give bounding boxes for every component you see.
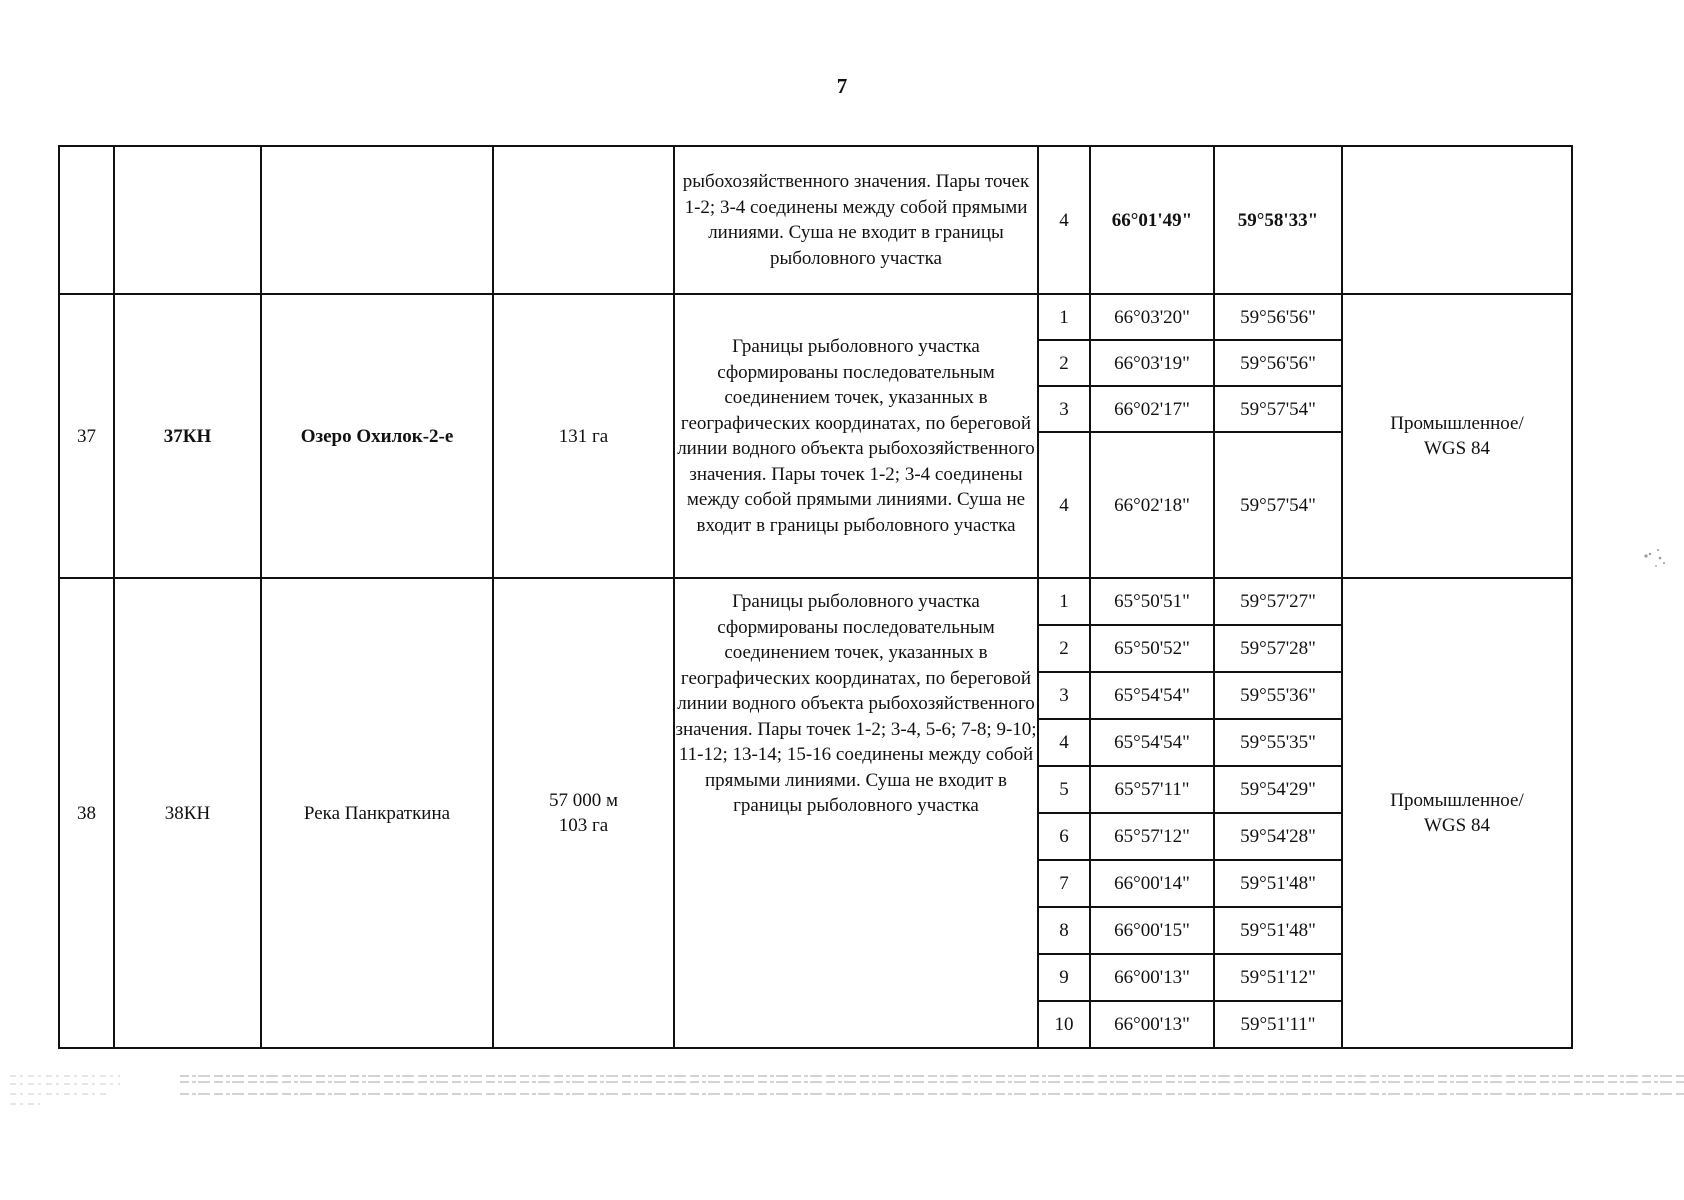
purpose-cell [1342,294,1572,578]
point-longitude: 59°55'36" [1214,672,1342,719]
description-cell: Границы рыболовного участка сформированы последовательным соединением точек, указанных в географических координатах, по береговой линии водного объекта рыбохозяйственного значения. Пары точек 1-2; 3-4 соединены между собой прямыми линиями. Суша не входит в границы рыболовного участка [674,294,1038,578]
point-latitude: 66°00'14" [1090,860,1214,907]
point-longitude: 59°58'33" [1214,146,1342,294]
coordinate-system: WGS 84 [1424,438,1490,459]
point-longitude: 59°56'56" [1214,340,1342,386]
code-cell [114,146,261,294]
point-number: 1 [1038,294,1090,340]
point-latitude: 66°00'15" [1090,907,1214,954]
purpose-cell [1342,146,1572,294]
point-number: 4 [1038,432,1090,578]
area-value-secondary: 103 га [558,815,609,836]
point-latitude: 65°50'51" [1090,578,1214,625]
point-latitude: 66°00'13" [1090,1001,1214,1048]
coordinate-system: WGS 84 [1424,815,1490,836]
point-number: 4 [1038,146,1090,294]
scan-speck [1638,536,1674,576]
point-number: 4 [1038,719,1090,766]
code-cell: 38КН [114,578,261,1048]
name-cell: Озеро Охилок-2-е [261,294,493,578]
point-longitude: 59°51'12" [1214,954,1342,1001]
point-longitude: 59°57'54" [1214,432,1342,578]
area-cell [493,578,674,1048]
point-number: 8 [1038,907,1090,954]
scan-bleed-through [0,1068,1684,1168]
page-number: 7 [836,74,848,98]
description-cell: рыбохозяйственного значения. Пары точек 1-2; 3-4 соединены между собой прямыми линиями. Суша не входит в границы рыболовного участка [674,146,1038,294]
point-number: 3 [1038,672,1090,719]
point-longitude: 59°57'54" [1214,386,1342,432]
area-cell [493,146,674,294]
row-number-cell: 37 [59,294,114,578]
point-longitude: 59°57'28" [1214,625,1342,672]
point-latitude: 66°03'19" [1090,340,1214,386]
name-cell [261,146,493,294]
point-latitude: 66°03'20" [1090,294,1214,340]
point-number: 3 [1038,386,1090,432]
name-cell: Река Панкраткина [261,578,493,1048]
point-longitude: 59°57'27" [1214,578,1342,625]
point-longitude: 59°54'29" [1214,766,1342,813]
purpose-line: Промышленное/ [1390,790,1524,811]
point-latitude: 66°02'17" [1090,386,1214,432]
point-latitude: 65°54'54" [1090,719,1214,766]
purpose-line: Промышленное/ [1390,413,1524,434]
description-cell: Границы рыболовного участка сформированы последовательным соединением точек, указанных в географических координатах, по береговой линии водного объекта рыбохозяйственного значения. Пары точек 1-2; 3-4, 5-6; 7-8; 9-10; 11-12; 13-14; 15-16 соединены между собой прямыми линиями. Суша не входит в границы рыболовного участка [674,578,1038,1048]
point-number: 2 [1038,340,1090,386]
purpose-cell [1342,578,1572,1048]
point-longitude: 59°56'56" [1214,294,1342,340]
point-latitude: 65°57'12" [1090,813,1214,860]
point-latitude: 66°02'18" [1090,432,1214,578]
point-latitude: 66°00'13" [1090,954,1214,1001]
point-number: 9 [1038,954,1090,1001]
row-number-cell [59,146,114,294]
point-number: 1 [1038,578,1090,625]
table-row [59,146,1572,294]
point-number: 7 [1038,860,1090,907]
point-latitude: 66°01'49" [1090,146,1214,294]
point-number: 10 [1038,1001,1090,1048]
area-value: 131 га [558,425,609,447]
table-row [59,294,1572,340]
point-longitude: 59°51'48" [1214,860,1342,907]
fishing-areas-table [58,145,1573,1049]
point-longitude: 59°51'11" [1214,1001,1342,1048]
point-longitude: 59°54'28" [1214,813,1342,860]
row-number-cell: 38 [59,578,114,1048]
point-latitude: 65°50'52" [1090,625,1214,672]
code-cell: 37КН [114,294,261,578]
area-value: 57 000 м [548,790,619,811]
point-number: 5 [1038,766,1090,813]
point-latitude: 65°54'54" [1090,672,1214,719]
point-longitude: 59°55'35" [1214,719,1342,766]
area-cell [493,294,674,578]
point-number: 6 [1038,813,1090,860]
point-longitude: 59°51'48" [1214,907,1342,954]
point-latitude: 65°57'11" [1090,766,1214,813]
point-number: 2 [1038,625,1090,672]
table-row [59,578,1572,625]
